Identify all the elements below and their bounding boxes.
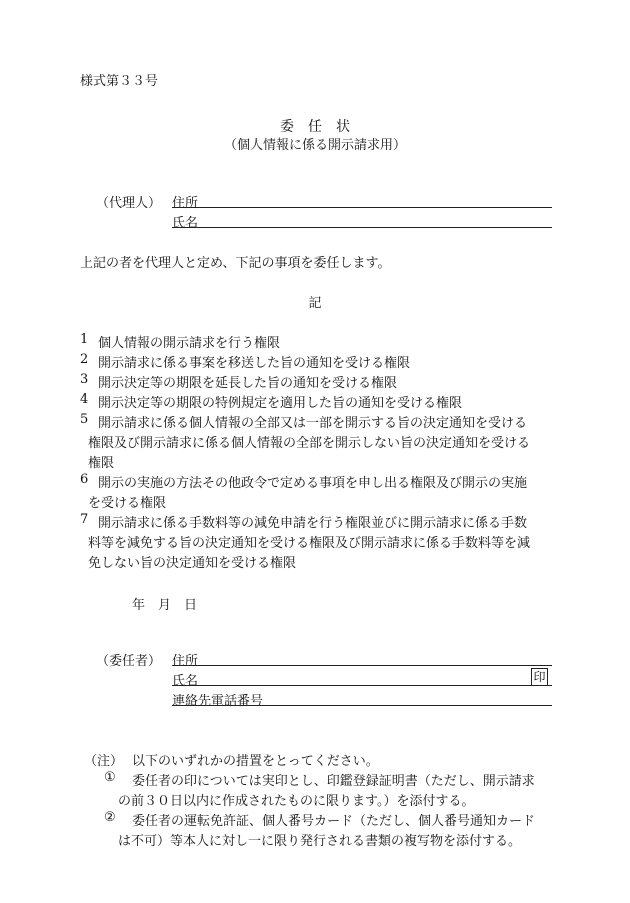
principal-name-field[interactable] xyxy=(172,685,552,686)
principal-address-field[interactable] xyxy=(172,665,552,666)
item-number: 2 xyxy=(80,352,89,367)
note-label: （注） xyxy=(84,754,124,769)
form-number: 様式第３３号 xyxy=(80,74,159,89)
agent-label: （代理人） xyxy=(96,196,162,211)
item-text-continued: を受ける権限 xyxy=(88,496,167,511)
item-text: 開示請求に係る手数料等の減免申請を行う権限並びに開示請求に係る手数 xyxy=(98,516,528,531)
date-line: 年 月 日 xyxy=(132,598,198,613)
note-item-text: 委任者の印については実印とし、印鑑登録証明書（ただし、開示請求 xyxy=(132,774,535,789)
document-title: 委 任 状 xyxy=(280,119,350,135)
ki-heading: 記 xyxy=(308,296,322,311)
item-number: 4 xyxy=(80,392,89,407)
item-text: 開示請求に係る個人情報の全部又は一部を開示する旨の決定通知を受ける xyxy=(98,416,528,431)
list-item xyxy=(80,472,560,512)
item-text-continued: 免しない旨の決定通知を受ける権限 xyxy=(88,556,297,571)
item-number: 6 xyxy=(80,472,89,487)
note-item-text-continued: の前３０日以内に作成されたものに限ります。）を添付する。 xyxy=(118,794,475,809)
list-item xyxy=(80,412,560,472)
item-text: 開示請求に係る事案を移送した旨の通知を受ける権限 xyxy=(98,356,411,371)
note-item-text-continued: は不可）等本人に対し一に限り発行される書類の複写物を添付する。 xyxy=(118,834,522,849)
principal-phone-field[interactable] xyxy=(172,705,552,706)
agent-name-label: 氏名 xyxy=(172,216,199,231)
item-text-continued: 権限及び開示請求に係る個人情報の全部を開示しない旨の決定通知を受ける xyxy=(88,436,531,451)
list-item xyxy=(80,512,560,572)
item-text: 開示決定等の期限を延長した旨の通知を受ける権限 xyxy=(98,376,398,391)
item-text-continued: 料等を減免する旨の決定通知を受ける権限及び開示請求に係る手数料等を減 xyxy=(88,536,531,551)
note-intro: 以下のいずれかの措置をとってください。 xyxy=(132,754,379,769)
delegation-statement: 上記の者を代理人と定め、下記の事項を委任します。 xyxy=(80,256,391,271)
item-text: 個人情報の開示請求を行う権限 xyxy=(98,336,281,351)
item-number: 7 xyxy=(80,512,89,527)
note-mark: ① xyxy=(104,770,116,785)
principal-address-label: 住所 xyxy=(172,654,199,669)
item-number: 1 xyxy=(80,332,89,347)
agent-name-field[interactable] xyxy=(172,227,552,228)
item-text: 開示の実施の方法その他政令で定める事項を申し出る権限及び開示の実施 xyxy=(98,476,528,491)
item-number: 3 xyxy=(80,372,89,387)
document-subtitle: （個人情報に係る開示請求用） xyxy=(223,138,406,153)
principal-name-label: 氏名 xyxy=(172,674,199,689)
note-mark: ② xyxy=(104,810,116,825)
seal-box: 印 xyxy=(531,668,548,686)
item-text-continued: 権限 xyxy=(88,456,115,471)
item-number: 5 xyxy=(80,412,89,427)
agent-address-field[interactable] xyxy=(172,207,552,208)
principal-phone-label: 連絡先電話番号 xyxy=(172,694,264,709)
note-item-text: 委任者の運転免許証、個人番号カード（ただし、個人番号通知カード xyxy=(132,814,536,829)
item-text: 開示決定等の期限の特例規定を適用した旨の通知を受ける権限 xyxy=(98,396,463,411)
agent-address-label: 住所 xyxy=(172,196,199,211)
principal-label: （委任者） xyxy=(96,654,162,669)
